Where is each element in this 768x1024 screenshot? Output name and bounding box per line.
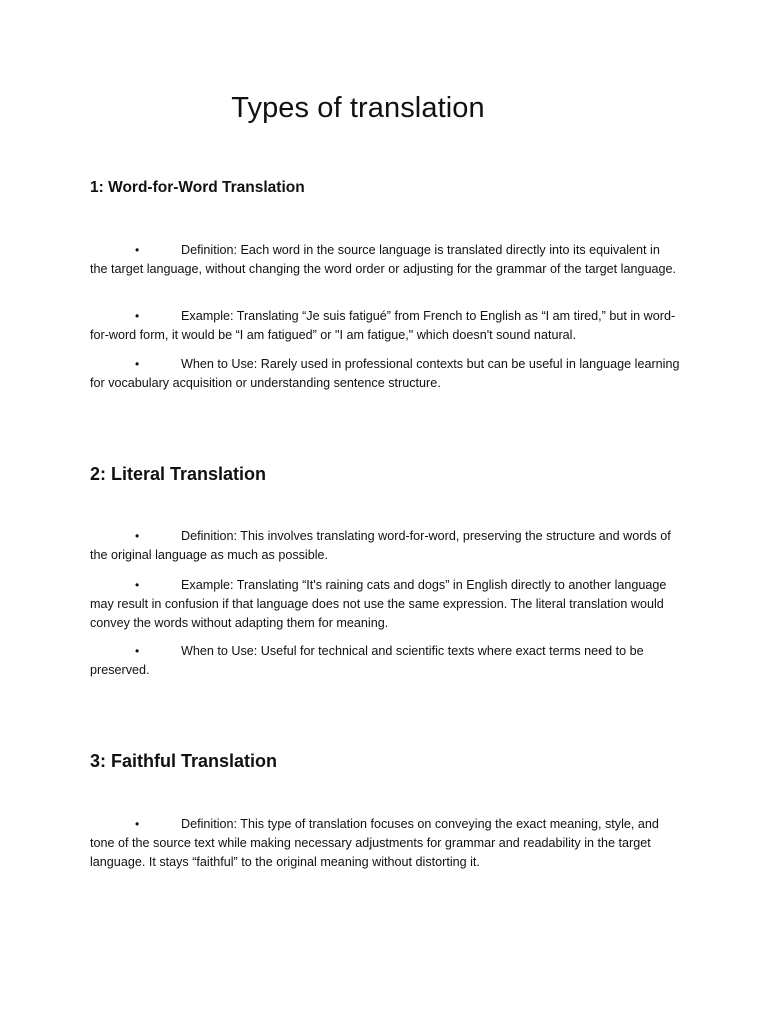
list-item [90, 815, 680, 871]
list-item [90, 527, 680, 565]
list-item-text: Definition: This type of translation focuses on conveying the exact meaning, style, and tone of the source text while making necessary adjustments for grammar and readability in the target language. It stays “faithful” to the original meaning without distorting it. [90, 817, 659, 869]
list-item-text: When to Use: Rarely used in professional contexts but can be useful in language learning for vocabulary acquisition or understanding sentence structure. [90, 357, 680, 390]
list-item-text: Example: Translating “It's raining cats and dogs” in English directly to another language may result in confusion if that language does not use the same expression. The literal translation would convey the words without adapting them for meaning. [90, 578, 667, 630]
section-heading-word-for-word: 1: Word-for-Word Translation [90, 179, 305, 196]
list-item-text: Definition: This involves translating word-for-word, preserving the structure and words of the original language as much as possible. [90, 529, 671, 562]
bullet-icon: • [135, 578, 140, 592]
bullet-icon: • [135, 243, 140, 257]
bullet-icon: • [135, 817, 140, 831]
list-item-text: Definition: Each word in the source language is translated directly into its equivalent in the target language, without changing the word order or adjusting for the grammar of the target language. [90, 243, 676, 276]
bullet-icon: • [135, 309, 140, 323]
list-item-text: Example: Translating “Je suis fatigué” from French to English as “I am tired,” but in word-for-word form, it would be “I am fatigued” or "I am fatigue," which doesn't sound natural. [90, 309, 676, 342]
document-title: Types of translation [231, 92, 485, 124]
list-item [90, 576, 680, 632]
list-item [90, 307, 680, 345]
list-item [90, 642, 680, 680]
section-heading-literal: 2: Literal Translation [90, 464, 267, 484]
bullet-icon: • [135, 644, 140, 658]
list-item [90, 355, 680, 393]
list-item [90, 241, 680, 279]
list-item-text: When to Use: Useful for technical and scientific texts where exact terms need to be preserved. [90, 644, 644, 677]
bullet-icon: • [135, 529, 140, 543]
bullet-icon: • [135, 357, 140, 371]
section-heading-faithful: 3: Faithful Translation [90, 751, 278, 771]
